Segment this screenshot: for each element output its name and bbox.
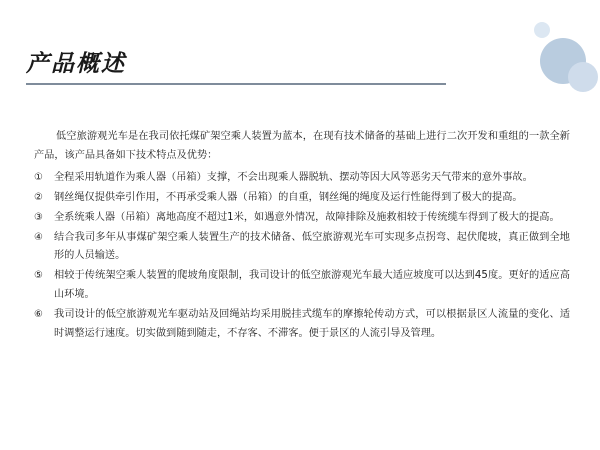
intro-paragraph: 低空旅游观光车是在我司依托煤矿架空乘人装置为蓝本，在现有技术储备的基础上进行二次开发和重组的一款全新产品，该产品具备如下技术特点及优势： bbox=[34, 131, 570, 162]
list-item bbox=[34, 169, 570, 188]
list-marker: ⑥ bbox=[34, 309, 43, 321]
list-marker: ③ bbox=[34, 211, 43, 223]
list-marker: ⑤ bbox=[34, 270, 43, 282]
title-underline bbox=[26, 83, 446, 85]
decorative-circle-medium bbox=[568, 62, 598, 92]
body-content bbox=[34, 118, 570, 345]
list-item-text: 我司设计的低空旅游观光车驱动站及回绳站均采用脱挂式缆车的摩擦轮传动方式，可以根据景区人流量的变化、适时调整运行速度。切实做到随到随走，不存客、不滞客。便于景区的人流引导及管理。 bbox=[54, 309, 570, 339]
list-item bbox=[34, 189, 570, 208]
points-list bbox=[34, 169, 570, 344]
list-item-text: 全程采用轨道作为乘人器（吊箱）支撑，不会出现乘人器脱轨、摆动等因大风等恶劣天气带来的意外事故。 bbox=[54, 171, 533, 183]
list-marker: ① bbox=[34, 171, 43, 183]
list-item-text: 相较于传统架空乘人装置的爬坡角度限制，我司设计的低空旅游观光车最大适应坡度可以达到45度。更好的适应高山环境。 bbox=[54, 270, 570, 301]
list-marker: ④ bbox=[34, 231, 43, 243]
title-block bbox=[26, 52, 456, 85]
page-title: 产品概述 bbox=[26, 51, 126, 77]
decorative-circle-large bbox=[540, 38, 586, 84]
list-item bbox=[34, 267, 570, 305]
list-item bbox=[34, 306, 570, 344]
list-item bbox=[34, 229, 570, 267]
list-item bbox=[34, 209, 570, 228]
list-item-text: 结合我司多年从事煤矿架空乘人装置生产的技术储备、低空旅游观光车可实现多点拐弯、起伏爬坡，真正做到全地形的人员输送。 bbox=[54, 231, 570, 262]
list-item-text: 钢丝绳仅提供牵引作用，不再承受乘人器（吊箱）的自重，钢丝绳的绳度及运行性能得到了极大的提高。 bbox=[54, 191, 523, 203]
decorative-circle-small bbox=[534, 22, 550, 38]
decorative-circles bbox=[480, 0, 600, 120]
list-marker: ② bbox=[34, 191, 43, 203]
list-item-text: 全系统乘人器（吊箱）离地高度不超过1米，如遇意外情况，故障排除及施救相较于传统缆车得到了极大的提高。 bbox=[54, 211, 560, 223]
